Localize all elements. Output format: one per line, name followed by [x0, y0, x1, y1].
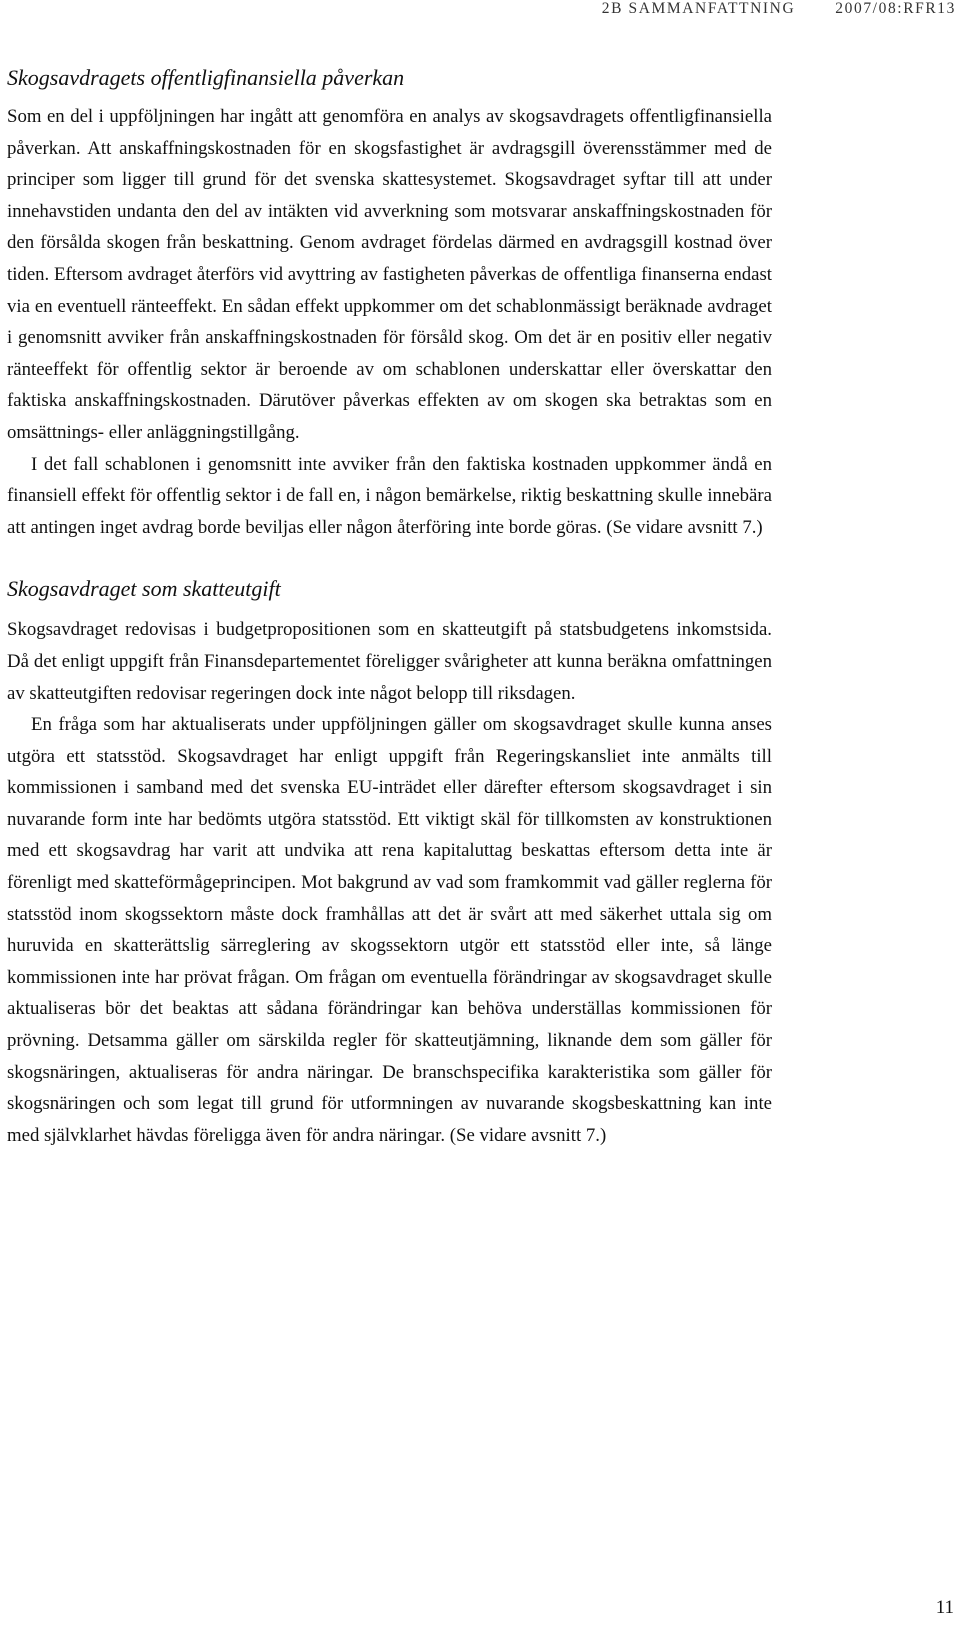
- paragraph: I det fall schablonen i genomsnitt inte avviker från den faktiska kostnaden uppkommer ändå en finansiell effekt för offentlig sektor i de fall en, i någon bemärkelse, riktig beskattning skulle innebära att antingen inget avdrag borde beviljas eller någon återföring inte borde göras. (Se vidare avsnitt 7.): [7, 453, 772, 538]
- section-heading: Skogsavdragets offentligfinansiella påverkan: [7, 65, 405, 90]
- section-heading: Skogsavdraget som skatteutgift: [7, 576, 281, 602]
- header-section-label: 2B SAMMANFATTNING: [601, 0, 796, 17]
- paragraph: Skogsavdraget redovisas i budgetpropositionen som en skatteutgift på statsbudgetens inkomstsida. Då det enligt uppgift från Finansdepartementet föreligger svårigheter att kunna beräkna omfattningen av skatteutgiften redovisar regeringen dock inte något belopp till riksdagen.: [7, 619, 772, 704]
- paragraph: Som en del i uppföljningen har ingått att genomföra en analys av skogsavdragets offentligfinansiella påverkan. Att anskaffningskostnaden för en skogsfastighet är avdragsgill överensstämmer med de principer som ligger till grund för det svenska skattesystemet. Skogsavdraget syftar till att under innehavstiden undanta den del av intäkten vid avverkning som motsvarar anskaffningskostnaden för den försålda skogen från beskattning. Genom avdraget fördelas därmed en avdragsgill kostnad över tiden. Eftersom avdraget återförs vid avyttring av fastigheten påverkas de offentliga finanserna endast via en eventuell ränteeffekt. En sådan effekt uppkommer om det schablonmässigt beräknade avdraget i genomsnitt avviker från anskaffningskostnaden för försåld skog. Om det är en positiv eller negativ ränteeffekt för offentlig sektor är beroende av om schablonen underskattar eller överskattar den faktiska anskaffningskostnaden. Därutöver påverkas effekten av om skogen ska betraktas som en omsättnings- eller anläggningstillgång.: [7, 106, 772, 443]
- page-number: 11: [935, 1597, 954, 1618]
- page-body: [7, 62, 772, 1151]
- running-header: [602, 0, 956, 18]
- header-document-id: 2007/08:RFR13: [835, 0, 956, 17]
- paragraph: En fråga som har aktualiserats under uppföljningen gäller om skogsavdraget skulle kunna anses utgöra ett statsstöd. Skogsavdraget har enligt uppgift från Regeringskansliet inte anmälts till kommissionen i samband med det svenska EU-inträdet eller därefter eftersom skogsavdraget i sin nuvarande form inte har bedömts utgöra statsstöd. Ett viktigt skäl för tillkomsten av konstruktionen med ett skogsavdrag har varit att undvika att rena kapitaluttag beskattas eftersom detta inte är förenligt med skatteförmågeprincipen. Mot bakgrund av vad som framkommit vad gäller reglerna för statsstöd inom skogssektorn måste dock framhållas att det är svårt att med säkerhet uttala sig om huruvida en skatterättslig särreglering av skogssektorn utgör ett statsstöd eller inte, så länge kommissionen inte har prövat frågan. Om frågan om eventuella förändringar av skogsavdraget skulle aktualiseras bör det beaktas att sådana förändringar kan behöva underställas kommissionen för prövning. Detsamma gäller om särskilda regler för skatteutjämning, liknande dem som gäller för skogsnäringen, aktualiseras för andra näringar. De branschspecifika karakteristika som gäller för skogsnäringen och som legat till grund för utformningen av nuvarande skogsbeskattning kan inte med självklarhet hävdas föreligga även för andra näringar. (Se vidare avsnitt 7.): [7, 714, 772, 1146]
